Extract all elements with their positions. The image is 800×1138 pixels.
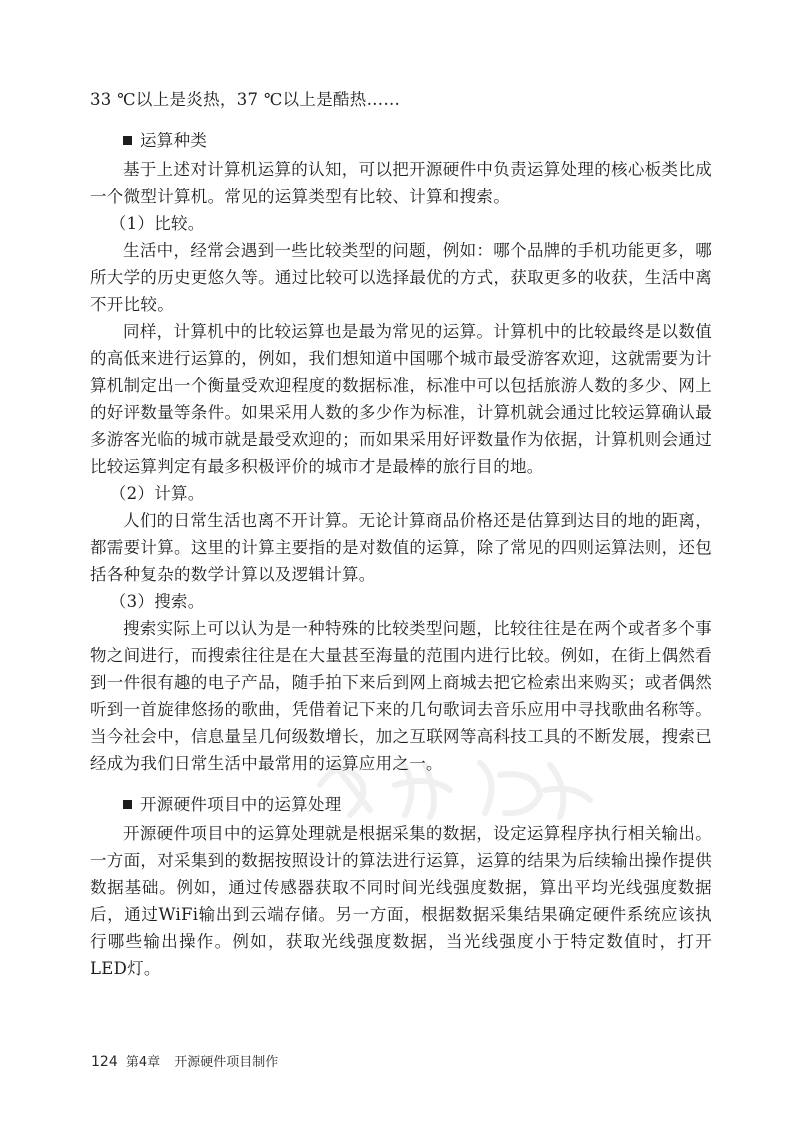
intro-line: 33 ℃以上是炎热，37 ℃以上是酷热……: [90, 90, 401, 109]
section-heading-label: 运算种类: [140, 131, 208, 150]
paragraph: 搜索实际上可以认为是一种特殊的比较类型问题，比较往往是在两个或者多个事物之间进行，而搜索往往是在大量甚至海量的范围内进行比较。例如，在街上偶然看到一件很有趣的电子产品，随手拍下来后到网上商城去把它检索出来购买；或者偶然听到一首旋律悠扬的歌曲，凭借着记下来的几句歌词去音乐应用中寻找歌曲名称等。当今社会中，信息量呈几何级数增长，加之互联网等高科技工具的不断发展，搜索已经成为我们日常生活中最常用的运算应用之一。: [90, 619, 712, 773]
page-footer: [91, 1053, 278, 1072]
paragraph: 生活中，经常会遇到一些比较类型的问题，例如：哪个品牌的手机功能更多，哪所大学的历史更悠久等。通过比较可以选择最优的方式，获取更多的收获，生活中离不开比较。: [90, 241, 712, 314]
section-heading-label: 开源硬件项目中的运算处理: [140, 795, 342, 814]
section-heading-hardware-processing: [90, 791, 712, 818]
square-bullet-icon: [123, 136, 132, 145]
paragraph: 人们的日常生活也离不开计算。无论计算商品价格还是估算到达目的地的距离，都需要计算。这里的计算主要指的是对数值的运算，除了常见的四则运算法则，还包括各种复杂的数学计算以及逻辑计算。: [90, 511, 712, 584]
page-number: 124: [91, 1054, 118, 1070]
item-heading-compare: （1）比较。: [109, 214, 205, 233]
paragraph: 开源硬件项目中的运算处理就是根据采集的数据，设定运算程序执行相关输出。一方面，对采集到的数据按照设计的算法进行运算，运算的结果为后续输出操作提供数据基础。例如，通过传感器获取不同时间光线强度数据，算出平均光线强度数据后，通过WiFi输出到云端存储。另一方面，根据数据采集结果确定硬件系统应该执行哪些输出操作。例如，获取光线强度数据，当光线强度小于特定数值时，打开LED灯。: [90, 824, 712, 978]
chapter-number: 第4章: [125, 1055, 161, 1070]
item-heading-search: （3）搜索。: [109, 592, 205, 611]
item-heading-calculate: （2）计算。: [109, 484, 205, 503]
page-body: [90, 86, 712, 982]
paragraph: 基于上述对计算机运算的认知，可以把开源硬件中负责运算处理的核心板类比成一个微型计算机。常见的运算类型有比较、计算和搜索。: [90, 160, 712, 206]
chapter-title: 开源硬件项目制作: [174, 1055, 279, 1070]
section-heading-operation-types: [90, 127, 712, 154]
paragraph: 同样，计算机中的比较运算也是最为常见的运算。计算机中的比较最终是以数值的高低来进行运算的，例如，我们想知道中国哪个城市最受游客欢迎，这就需要为计算机制定出一个衡量受欢迎程度的数据标准，标准中可以包括旅游人数的多少、网上的好评数量等条件。如果采用人数的多少作为标准，计算机就会通过比较运算确认最多游客光临的城市就是最受欢迎的；而如果采用好评数量作为依据，计算机则会通过比较运算判定有最多积极评价的城市才是最棒的旅行目的地。: [90, 322, 712, 476]
square-bullet-icon: [123, 800, 132, 809]
